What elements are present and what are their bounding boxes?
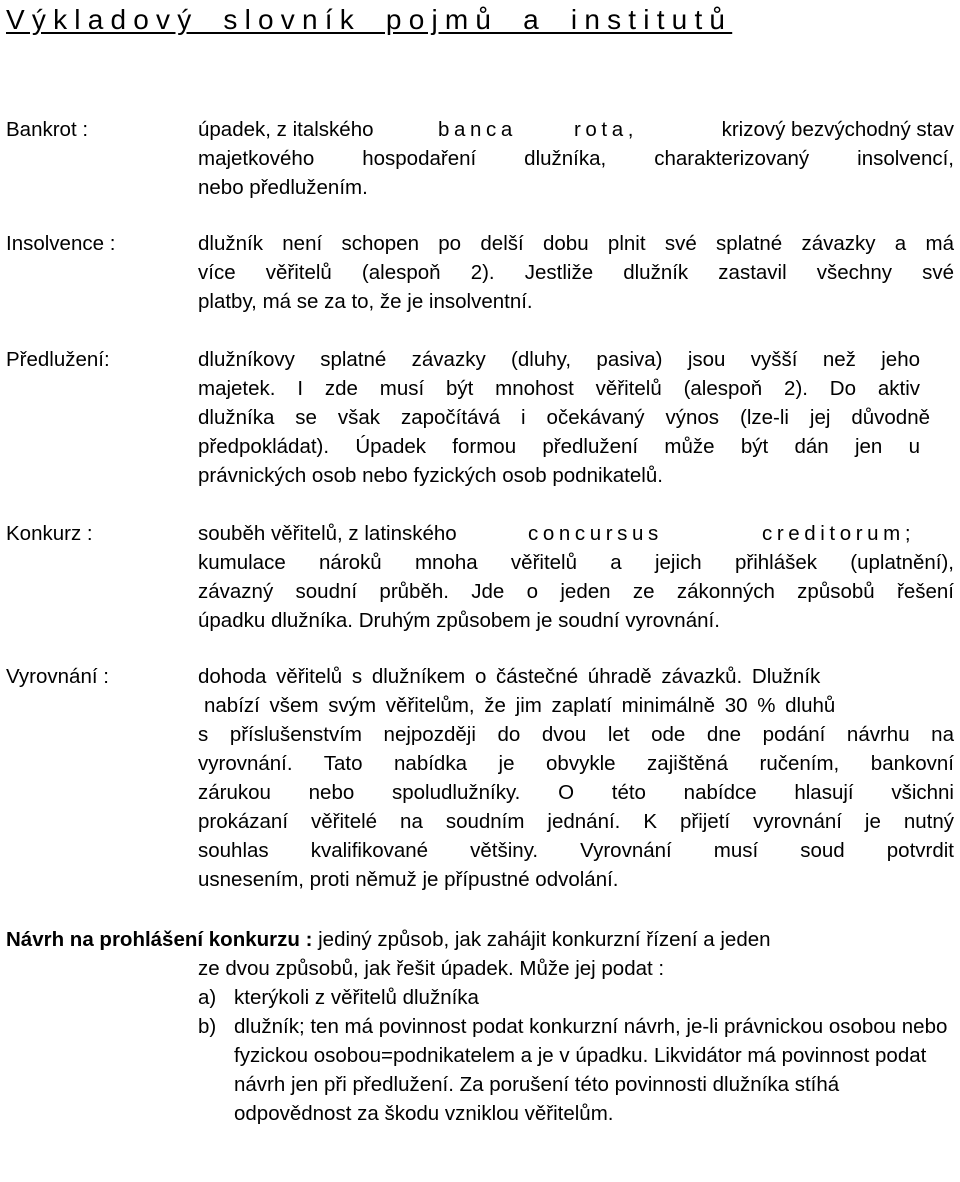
- definition-line: dlužníka se však započítává i očekávaný výnos (lze-li jej důvodně: [198, 406, 930, 429]
- definition-line: nebo předlužením.: [198, 176, 368, 199]
- list-text: [234, 1012, 956, 1128]
- definition-line: s příslušenstvím nejpozději do dvou let ode dne podání návrhu na: [198, 723, 954, 746]
- definition-line: právnických osob nebo fyzických osob podnikatelů.: [198, 464, 663, 487]
- definition-line: v úpadku. Likvidátor má povinnost podat návrh jen při: [234, 1044, 927, 1096]
- definition-line: [198, 115, 954, 144]
- term-vyrovnani: Vyrovnání :: [6, 665, 109, 688]
- definition-bankrot: [198, 115, 954, 202]
- definition-text: jediný způsob, jak zahájit konkurzní řízení a jeden: [318, 928, 771, 951]
- etymology-word: banca: [438, 118, 517, 141]
- term-konkurz: Konkurz :: [6, 522, 93, 545]
- definition-line: Za porušení této povinnosti dlužníka stíhá odpovědnost za: [234, 1073, 840, 1125]
- navrh-heading: [6, 925, 771, 954]
- page-title: Výkladový slovník pojmů a institutů: [6, 4, 733, 35]
- term-bankrot: Bankrot :: [6, 118, 89, 141]
- definition-line: platby, má se za to, že je insolventní.: [198, 290, 533, 313]
- definition-text: krizový bezvýchodný stav: [721, 118, 954, 141]
- definition-konkurz: [198, 519, 954, 635]
- definition-line: souhlas kvalifikované většiny. Vyrovnání musí soud potvrdit: [198, 839, 954, 862]
- definition-line: dlužník není schopen po delší dobu plnit své splatné závazky a má: [198, 232, 954, 255]
- term-insolvence: Insolvence :: [6, 232, 116, 255]
- list-marker: b): [198, 1015, 217, 1038]
- list-text: kterýkoli z věřitelů dlužníka: [234, 986, 479, 1009]
- definition-line: závazný soudní průběh. Jde o jeden ze zákonných způsobů řešení: [198, 580, 954, 603]
- etymology-word: concursus: [528, 522, 663, 545]
- etymology-word: creditorum;: [762, 522, 916, 545]
- definition-line: úpadku dlužníka. Druhým způsobem je soudní vyrovnání.: [198, 609, 720, 632]
- definition-text: úpadek, z italského: [198, 118, 374, 141]
- definition-line: [198, 519, 954, 548]
- definition-vyrovnani: [198, 662, 954, 894]
- definition-predluzeni: [198, 345, 930, 490]
- definition-line: vyrovnání. Tato nabídka je obvykle zajištěná ručením, bankovní: [198, 752, 954, 775]
- definition-line: právnickou osobou nebo fyzickou osobou=podnikatelem a je: [234, 1015, 948, 1067]
- definition-line: prokázaní věřitelé na soudním jednání. K přijetí vyrovnání je nutný: [198, 810, 954, 833]
- definition-line: více věřitelů (alespoň 2). Jestliže dlužník zastavil všechny své: [198, 261, 954, 284]
- definition-line: ze dvou způsobů, jak řešit úpadek. Může jej podat :: [198, 957, 665, 980]
- definition-line: majetkového hospodaření dlužníka, charakterizovaný insolvencí,: [198, 147, 954, 170]
- definition-line: zárukou nebo spoludlužníky. O této nabídce hlasují všichni: [198, 781, 954, 804]
- definition-line: předpokládat). Úpadek formou předlužení může být dán jen u: [198, 435, 920, 458]
- definition-line: škodu vzniklou věřitelům.: [384, 1102, 614, 1125]
- definition-line: dlužník; ten má povinnost podat konkurzní návrh, je-li: [234, 1015, 719, 1038]
- definition-line: usnesením, proti němuž je přípustné odvolání.: [198, 868, 619, 891]
- definition-line: dlužníkovy splatné závazky (dluhy, pasiva) jsou vyšší než jeho: [198, 348, 920, 371]
- term-predluzeni: Předlužení:: [6, 348, 110, 371]
- list-marker: a): [198, 986, 217, 1009]
- term-navrh: Návrh na prohlášení konkurzu :: [6, 928, 313, 951]
- etymology-word: rota,: [574, 118, 639, 141]
- definition-text: souběh věřitelů, z latinského: [198, 522, 457, 545]
- definition-insolvence: [198, 229, 954, 316]
- definition-line: majetek. I zde musí být mnohost věřitelů (alespoň 2). Do aktiv: [198, 377, 920, 400]
- definition-line: nabízí všem svým věřitelům, že jim zaplatí minimálně 30 % dluhů: [204, 694, 836, 717]
- definition-line: kumulace nároků mnoha věřitelů a jejich přihlášek (uplatnění),: [198, 551, 954, 574]
- definition-line: předlužení.: [352, 1073, 454, 1096]
- definition-line: dohoda věřitelů s dlužníkem o částečné úhradě závazků. Dlužník: [198, 665, 821, 688]
